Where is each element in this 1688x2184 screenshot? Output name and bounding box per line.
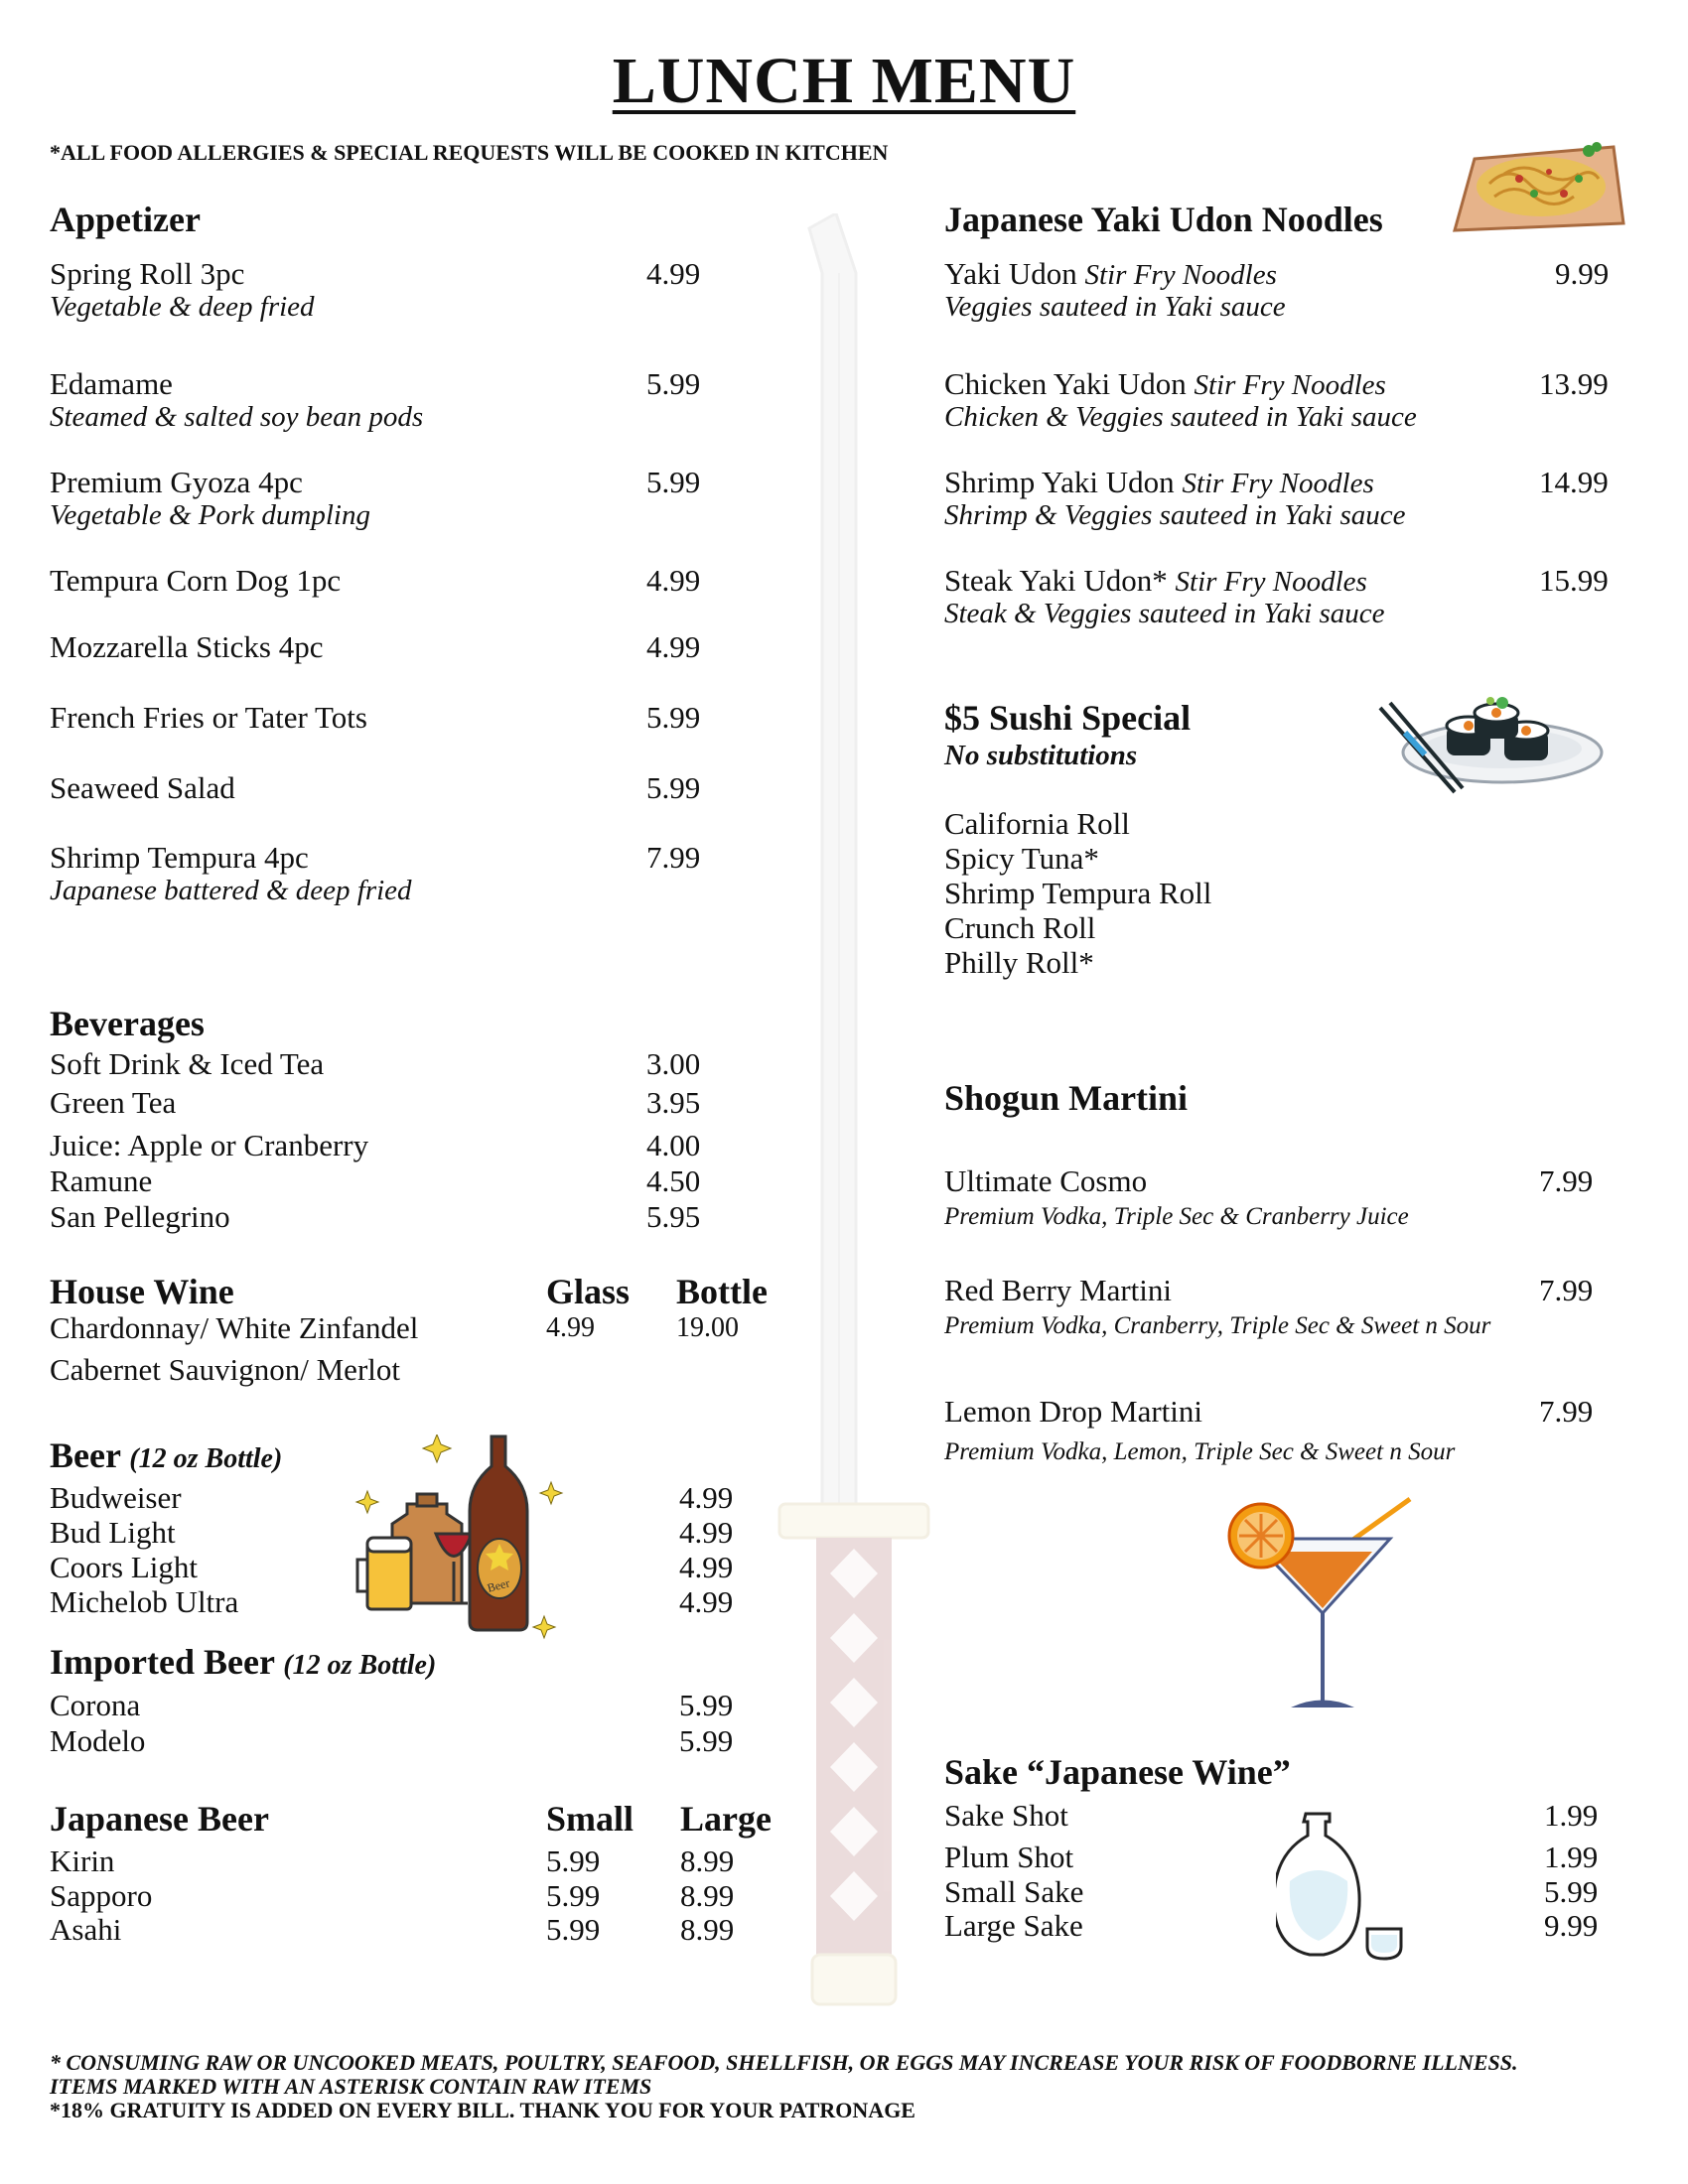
menu-item-price: 9.99 bbox=[1544, 1908, 1599, 1943]
imported-beer-heading-label: Imported Beer bbox=[50, 1642, 275, 1682]
menu-item-label: Yaki Udon bbox=[944, 256, 1077, 291]
menu-item-name: Juice: Apple or Cranberry bbox=[50, 1128, 369, 1162]
large-price: 8.99 bbox=[680, 1912, 735, 1947]
menu-item-price: 4.00 bbox=[646, 1128, 701, 1162]
beer-heading bbox=[50, 1434, 282, 1476]
udon-heading: Japanese Yaki Udon Noodles bbox=[944, 200, 1383, 239]
house-wine-heading: House Wine bbox=[50, 1272, 234, 1311]
japanese-beer-heading: Japanese Beer bbox=[50, 1799, 269, 1839]
sushi-heading: $5 Sushi Special bbox=[944, 698, 1192, 738]
sushi-item: Crunch Roll bbox=[944, 910, 1096, 945]
menu-item-price: 4.99 bbox=[646, 629, 701, 664]
menu-item-name: Bud Light bbox=[50, 1515, 176, 1550]
noodles-plate-icon bbox=[1450, 139, 1628, 238]
menu-item-name: Plum Shot bbox=[944, 1840, 1074, 1874]
menu-item-price: 4.99 bbox=[679, 1480, 734, 1515]
menu-item-name: Chardonnay/ White Zinfandel bbox=[50, 1310, 419, 1345]
menu-item-desc: Steamed & salted soy bean pods bbox=[50, 401, 424, 433]
footer-line-3: *18% GRATUITY IS ADDED ON EVERY BILL. THANK YOU FOR YOUR PATRONAGE bbox=[50, 2098, 915, 2122]
menu-item-label: Shrimp Yaki Udon bbox=[944, 465, 1175, 499]
menu-item-price: 5.99 bbox=[646, 465, 701, 499]
menu-item-name: Lemon Drop Martini bbox=[944, 1394, 1203, 1429]
small-price: 5.99 bbox=[546, 1843, 601, 1878]
allergy-note: *ALL FOOD ALLERGIES & SPECIAL REQUESTS WILL BE COOKED IN KITCHEN bbox=[50, 140, 889, 165]
beer-heading-label: Beer bbox=[50, 1435, 121, 1475]
menu-item-price: 3.00 bbox=[646, 1046, 701, 1081]
menu-item-name: Spring Roll 3pc bbox=[50, 256, 245, 291]
menu-item-price: 5.99 bbox=[646, 700, 701, 735]
menu-item-price: 7.99 bbox=[646, 840, 701, 875]
menu-item-name: French Fries or Tater Tots bbox=[50, 700, 367, 735]
footer-line-2: ITEMS MARKED WITH AN ASTERISK CONTAIN RAW ITEMS bbox=[50, 2074, 652, 2099]
menu-item-name: Red Berry Martini bbox=[944, 1273, 1173, 1307]
menu-item-price: 4.99 bbox=[679, 1584, 734, 1619]
footer-line-1: * CONSUMING RAW OR UNCOOKED MEATS, POULTRY, SEAFOOD, SHELLFISH, OR EGGS MAY INCREASE YOUR RISK OF FOODBORNE ILLNESS. bbox=[50, 2050, 1518, 2075]
glass-price: 4.99 bbox=[546, 1312, 595, 1343]
menu-item-price: 5.99 bbox=[1544, 1874, 1599, 1909]
sushi-item: Shrimp Tempura Roll bbox=[944, 876, 1212, 910]
menu-item-price: 4.99 bbox=[646, 256, 701, 291]
menu-item-style: Stir Fry Noodles bbox=[1084, 259, 1277, 291]
menu-item-name bbox=[944, 256, 1277, 292]
menu-item-style: Stir Fry Noodles bbox=[1194, 369, 1386, 401]
menu-item-price: 9.99 bbox=[1555, 256, 1610, 291]
appetizer-heading: Appetizer bbox=[50, 200, 201, 239]
menu-item-name: Shrimp Tempura 4pc bbox=[50, 840, 309, 875]
menu-item-style: Stir Fry Noodles bbox=[1175, 566, 1367, 598]
footer-notes bbox=[50, 2051, 1518, 2122]
menu-item-price: 5.99 bbox=[679, 1688, 734, 1722]
menu-item-price: 5.95 bbox=[646, 1199, 701, 1234]
menu-item-desc: Vegetable & deep fried bbox=[50, 291, 315, 323]
menu-item-price: 5.99 bbox=[646, 366, 701, 401]
sushi-item: Philly Roll* bbox=[944, 945, 1094, 980]
menu-item-price: 1.99 bbox=[1544, 1840, 1599, 1874]
sake-bottle-icon bbox=[1276, 1812, 1410, 1961]
menu-item-name bbox=[944, 465, 1374, 500]
menu-item-name: Seaweed Salad bbox=[50, 770, 235, 805]
menu-item-price: 5.99 bbox=[679, 1723, 734, 1758]
beverages-heading: Beverages bbox=[50, 1004, 205, 1043]
menu-item-desc: Steak & Veggies sauteed in Yaki sauce bbox=[944, 598, 1385, 629]
menu-item-price: 4.99 bbox=[679, 1515, 734, 1550]
small-price: 5.99 bbox=[546, 1878, 601, 1913]
menu-item-name: San Pellegrino bbox=[50, 1199, 230, 1234]
glass-column-header: Glass bbox=[546, 1272, 631, 1311]
menu-item-name bbox=[944, 563, 1367, 599]
menu-item-price: 15.99 bbox=[1539, 563, 1609, 598]
menu-item-price: 7.99 bbox=[1539, 1163, 1594, 1198]
menu-item-name: Edamame bbox=[50, 366, 173, 401]
menu-item-price: 7.99 bbox=[1539, 1273, 1594, 1307]
menu-item-price: 7.99 bbox=[1539, 1394, 1594, 1429]
menu-item-price: 5.99 bbox=[646, 770, 701, 805]
menu-item-name bbox=[944, 366, 1386, 402]
menu-item-desc: Premium Vodka, Cranberry, Triple Sec & Sweet n Sour bbox=[944, 1312, 1491, 1339]
menu-item-label: Chicken Yaki Udon bbox=[944, 366, 1187, 401]
small-price: 5.99 bbox=[546, 1912, 601, 1947]
imported-beer-note: (12 oz Bottle) bbox=[283, 1650, 437, 1681]
menu-item-name: Premium Gyoza 4pc bbox=[50, 465, 303, 499]
menu-item-desc: Premium Vodka, Lemon, Triple Sec & Sweet n Sour bbox=[944, 1438, 1456, 1465]
martini-glass-icon bbox=[1221, 1494, 1420, 1717]
menu-item-name: Sapporo bbox=[50, 1878, 153, 1913]
large-column-header: Large bbox=[680, 1799, 772, 1839]
menu-item-price: 4.99 bbox=[679, 1550, 734, 1584]
small-column-header: Small bbox=[546, 1799, 634, 1839]
menu-item-desc: Veggies sauteed in Yaki sauce bbox=[944, 291, 1286, 323]
menu-item-name: Small Sake bbox=[944, 1874, 1084, 1909]
beer-drinks-icon bbox=[352, 1434, 571, 1653]
sushi-plate-icon bbox=[1375, 693, 1609, 802]
menu-item-name: Asahi bbox=[50, 1912, 122, 1947]
page-title: LUNCH MENU bbox=[612, 45, 1076, 117]
large-price: 8.99 bbox=[680, 1878, 735, 1913]
menu-item-name: Budweiser bbox=[50, 1480, 182, 1515]
beer-note: (12 oz Bottle) bbox=[129, 1443, 283, 1474]
large-price: 8.99 bbox=[680, 1843, 735, 1878]
menu-item-label: Steak Yaki Udon* bbox=[944, 563, 1168, 598]
martini-heading: Shogun Martini bbox=[944, 1078, 1189, 1118]
sushi-item: California Roll bbox=[944, 806, 1130, 841]
menu-item-desc: Shrimp & Veggies sauteed in Yaki sauce bbox=[944, 499, 1406, 531]
menu-item-desc: Chicken & Veggies sauteed in Yaki sauce bbox=[944, 401, 1417, 433]
menu-item-name: Large Sake bbox=[944, 1908, 1083, 1943]
menu-item-name: Modelo bbox=[50, 1723, 146, 1758]
menu-item-price: 13.99 bbox=[1539, 366, 1609, 401]
menu-item-price: 14.99 bbox=[1539, 465, 1609, 499]
bottle-price: 19.00 bbox=[676, 1312, 739, 1343]
menu-item-price: 3.95 bbox=[646, 1085, 701, 1120]
menu-item-desc: Japanese battered & deep fried bbox=[50, 875, 412, 906]
menu-item-name: Michelob Ultra bbox=[50, 1584, 239, 1619]
menu-item-name: Kirin bbox=[50, 1843, 115, 1878]
sake-heading: Sake “Japanese Wine” bbox=[944, 1752, 1291, 1792]
menu-item-desc: Premium Vodka, Triple Sec & Cranberry Juice bbox=[944, 1203, 1409, 1230]
bottle-column-header: Bottle bbox=[676, 1272, 768, 1311]
menu-item-name: Sake Shot bbox=[944, 1798, 1068, 1833]
menu-item-name: Soft Drink & Iced Tea bbox=[50, 1046, 325, 1081]
sushi-subheading: No substitutions bbox=[944, 740, 1138, 771]
sushi-item: Spicy Tuna* bbox=[944, 841, 1099, 876]
menu-item-name: Ultimate Cosmo bbox=[944, 1163, 1148, 1198]
menu-item-name: Green Tea bbox=[50, 1085, 177, 1120]
menu-item-name: Corona bbox=[50, 1688, 141, 1722]
menu-item-desc: Vegetable & Pork dumpling bbox=[50, 499, 370, 531]
menu-item-price: 4.99 bbox=[646, 563, 701, 598]
menu-item-name: Mozzarella Sticks 4pc bbox=[50, 629, 324, 664]
beer-bottle-label: Beer bbox=[486, 1575, 511, 1595]
imported-beer-heading bbox=[50, 1641, 436, 1683]
menu-item-name: Coors Light bbox=[50, 1550, 198, 1584]
menu-item-style: Stir Fry Noodles bbox=[1182, 468, 1374, 499]
katana-watermark-icon bbox=[774, 213, 933, 2020]
menu-item-name: Tempura Corn Dog 1pc bbox=[50, 563, 342, 598]
menu-item-price: 1.99 bbox=[1544, 1798, 1599, 1833]
menu-item-price: 4.50 bbox=[646, 1163, 701, 1198]
menu-item-name: Ramune bbox=[50, 1163, 153, 1198]
menu-item-name: Cabernet Sauvignon/ Merlot bbox=[50, 1352, 400, 1387]
